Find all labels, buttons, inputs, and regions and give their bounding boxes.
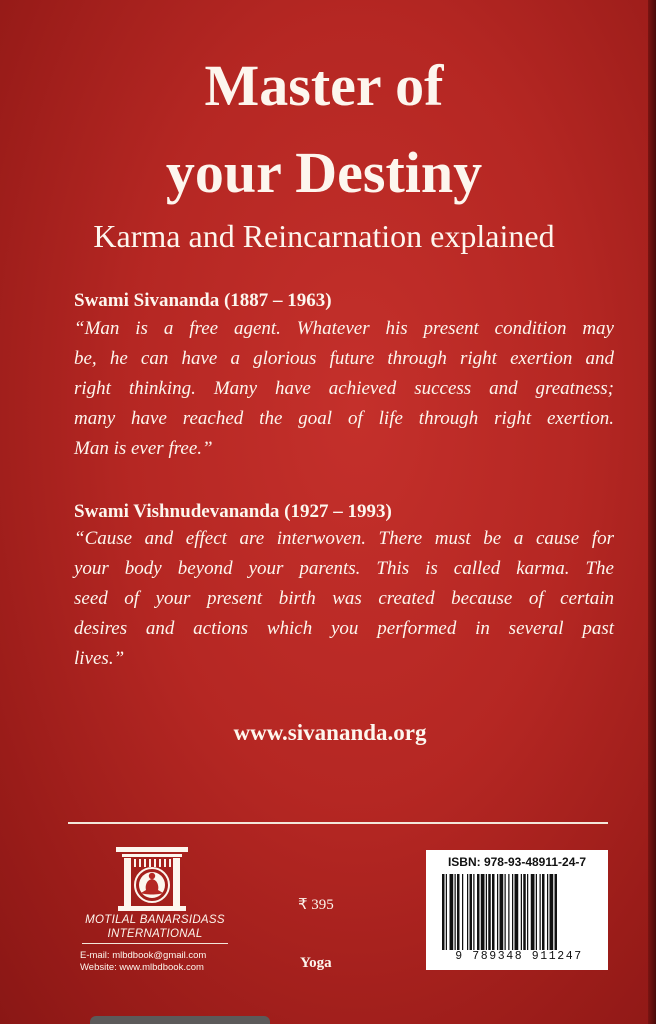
barcode-bar — [470, 874, 473, 950]
publisher-divider — [82, 943, 228, 944]
barcode-bar — [486, 874, 487, 950]
publisher-name-line2: INTERNATIONAL — [107, 928, 203, 940]
genre-label: Yoga — [300, 955, 332, 971]
quote-line: “Man is a free agent. Whatever his present condition may — [74, 318, 614, 339]
barcode-bar — [467, 874, 468, 950]
barcode-bar — [515, 874, 519, 950]
divider-line — [68, 822, 608, 824]
barcode-bar — [508, 874, 509, 950]
publisher-email: E-mail: mlbdbook@gmail.com — [80, 950, 207, 961]
quote-line: lives.” — [74, 648, 125, 669]
barcode-bar — [555, 874, 558, 950]
barcode-bar — [536, 874, 537, 950]
barcode-bar — [527, 874, 528, 950]
title-line-2: your Destiny — [165, 140, 483, 205]
barcode-bar — [500, 874, 504, 950]
barcode-digits: 9 789348 911247 — [455, 950, 583, 963]
barcode-bar — [450, 874, 454, 950]
background-object — [90, 1016, 270, 1024]
publisher-name-line1: MOTILAL BANARSIDASS — [85, 914, 225, 926]
barcode-bar — [540, 874, 541, 950]
barcode-bar — [505, 874, 506, 950]
barcode-bar — [457, 874, 460, 950]
barcode-sticker — [426, 850, 608, 970]
barcode-icon — [442, 874, 602, 950]
barcode-bar — [488, 874, 491, 950]
publisher-logo-icon — [112, 845, 192, 915]
barcode-bar — [473, 874, 474, 950]
quote-vishnudevananda — [74, 524, 614, 674]
isbn-label: ISBN: 978-93-48911-24-7 — [447, 855, 587, 869]
subtitle: Karma and Reincarnation explained — [93, 218, 555, 254]
quote-line: be, he can have a glorious future through right exertion and — [74, 348, 614, 369]
quote-sivananda — [74, 314, 614, 464]
barcode-bar — [512, 874, 513, 950]
barcode-bar — [547, 874, 548, 950]
price-label: ₹ 395 — [298, 897, 334, 913]
author-sivananda: Swami Sivananda (1887 – 1963) — [74, 290, 332, 311]
quote-line: seed of your present birth was created because of certain — [74, 588, 614, 609]
quote-line: your body beyond your parents. This is called karma. The — [74, 558, 614, 579]
barcode-bar — [523, 874, 526, 950]
barcode-bar — [497, 874, 498, 950]
quote-line: desires and actions which you performed in several past — [74, 618, 614, 639]
barcode-bar — [542, 874, 545, 950]
quote-line: “Cause and effect are interwoven. There must be a cause for — [74, 528, 614, 549]
barcode-bar — [455, 874, 456, 950]
barcode-bar — [462, 874, 463, 950]
quote-line: right thinking. Many have achieved success and greatness; — [74, 378, 614, 399]
title-line-1: Master of — [204, 53, 444, 118]
barcode-bar — [481, 874, 485, 950]
barcode-bar — [442, 874, 445, 950]
quote-line: many have reached the goal of life through right exertion. — [74, 408, 614, 429]
barcode-bar — [550, 874, 554, 950]
barcode-bar — [531, 874, 535, 950]
barcode-bar — [492, 874, 495, 950]
website-url: www.sivananda.org — [233, 720, 427, 745]
publisher-name — [70, 913, 240, 941]
author-vishnudevananda: Swami Vishnudevananda (1927 – 1993) — [74, 501, 392, 522]
barcode-bar — [521, 874, 522, 950]
publisher-website: Website: www.mlbdbook.com — [80, 962, 204, 973]
barcode-bar — [446, 874, 447, 950]
book-spine-edge — [648, 0, 656, 1024]
barcode-bar — [477, 874, 480, 950]
quote-line: Man is ever free.” — [74, 438, 213, 459]
